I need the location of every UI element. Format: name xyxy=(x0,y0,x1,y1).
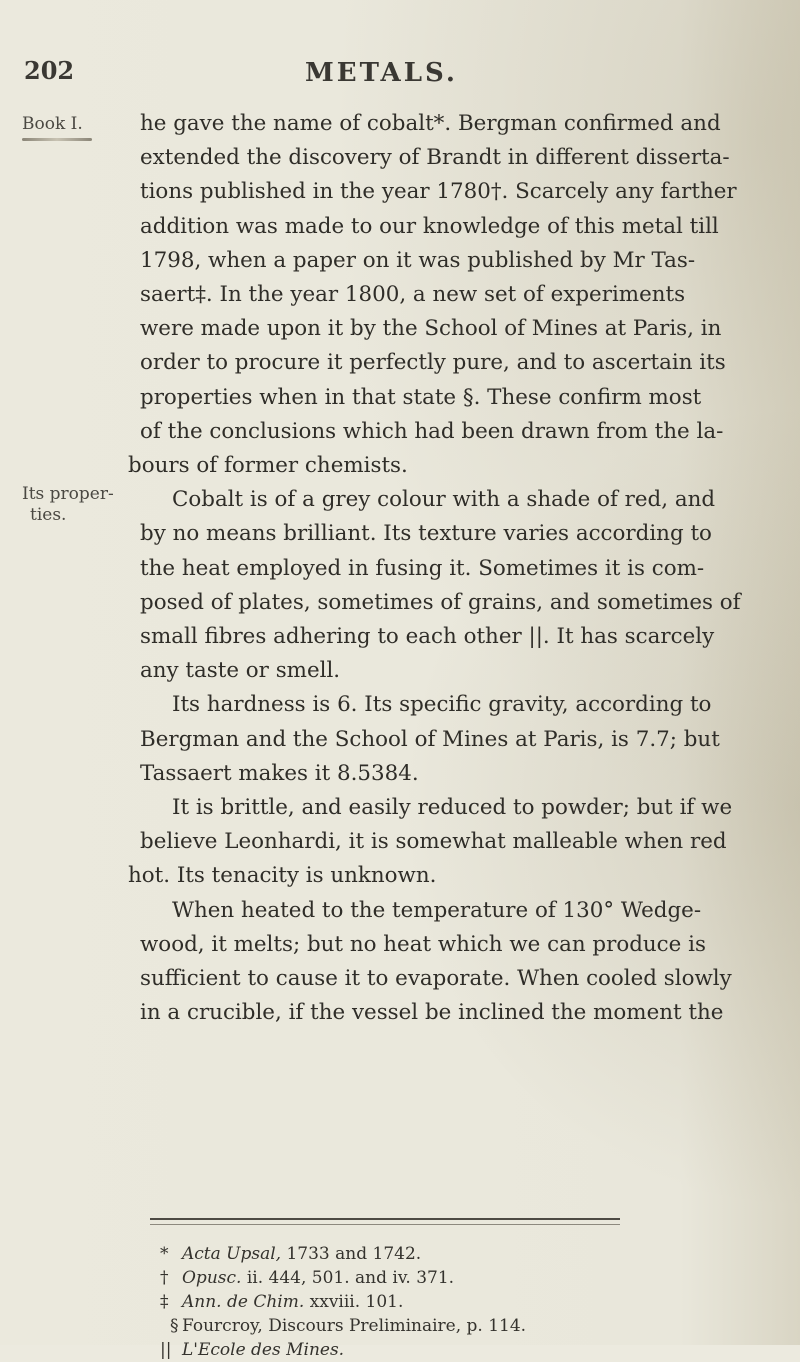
margin-book-label: Book I. xyxy=(22,114,83,134)
footnote-source: Acta Upsal, xyxy=(182,1244,282,1264)
body-line: Bergman and the School of Mines at Paris, is 7.7; but xyxy=(140,726,720,752)
body-line: Cobalt is of a grey colour with a shade of red, and xyxy=(172,487,716,513)
margin-book-rule xyxy=(22,138,92,141)
footnote xyxy=(160,1314,526,1338)
footnote xyxy=(160,1266,526,1290)
body-line: of the conclusions which had been drawn from the la- xyxy=(140,418,724,444)
body-line: he gave the name of cobalt*. Bergman confirmed and xyxy=(140,111,721,136)
footnote-mark: || xyxy=(160,1340,172,1360)
body-line: tions published in the year 1780†. Scarcely any farther xyxy=(140,179,737,205)
footnote-source: Ann. de Chim. xyxy=(182,1292,305,1312)
body-line: hot. Its tenacity is unknown. xyxy=(128,863,437,889)
running-head: METALS. xyxy=(305,58,458,88)
body-line: bours of former chemists. xyxy=(128,453,408,479)
body-line: posed of plates, sometimes of grains, and sometimes of xyxy=(140,589,741,615)
margin-note-book xyxy=(22,114,92,141)
body-line: order to procure it perfectly pure, and to ascertain its xyxy=(140,350,726,376)
body-line: Tassaert makes it 8.5384. xyxy=(140,760,419,786)
footnote-mark: § xyxy=(170,1316,179,1336)
footnote xyxy=(160,1338,526,1362)
body-line: wood, it melts; but no heat which we can produce is xyxy=(140,931,706,957)
body-line: any taste or smell. xyxy=(140,658,341,684)
footnote-mark: ‡ xyxy=(160,1292,169,1312)
margin-properties-line-1: Its proper- xyxy=(22,484,114,504)
page-header xyxy=(24,56,760,96)
body-line: It is brittle, and easily reduced to powder; but if we xyxy=(172,795,733,821)
body-line: believe Leonhardi, it is somewhat malleable when red xyxy=(140,829,727,855)
footnote-mark: † xyxy=(160,1268,169,1288)
footnote xyxy=(160,1242,526,1266)
body-line: Its hardness is 6. Its specific gravity, according to xyxy=(172,692,712,718)
body-line: extended the discovery of Brandt in different disserta- xyxy=(140,145,730,171)
footnote xyxy=(160,1290,526,1314)
body-line: were made upon it by the School of Mines at Paris, in xyxy=(140,316,722,342)
footnotes xyxy=(160,1242,526,1362)
body-text xyxy=(128,107,780,1030)
footnote-source: L'Ecole des Mines. xyxy=(182,1340,345,1360)
body-line: in a crucible, if the vessel be inclined the moment the xyxy=(140,1000,724,1026)
body-line: sufficient to cause it to evaporate. When cooled slowly xyxy=(140,966,732,992)
margin-properties-line-2: ties. xyxy=(30,505,67,525)
footnote-text: 1733 and 1742. xyxy=(281,1244,422,1264)
footnote-divider xyxy=(150,1218,620,1220)
footnote-text: ii. 444, 501. and iv. 371. xyxy=(241,1268,455,1288)
footnote-mark: * xyxy=(160,1244,169,1264)
body-line: by no means brilliant. Its texture varies according to xyxy=(140,521,712,547)
body-line: properties when in that state §. These confirm most xyxy=(140,384,702,410)
footnote-text: Fourcroy, Discours Preliminaire, p. 114. xyxy=(182,1316,527,1336)
body-line: When heated to the temperature of 130° Wedge- xyxy=(172,897,702,923)
footnote-text: xxviii. 101. xyxy=(304,1292,404,1312)
footnote-divider-thin xyxy=(150,1224,620,1225)
body-line: addition was made to our knowledge of this metal till xyxy=(140,213,719,239)
body-line: small fibres adhering to each other ||. It has scarcely xyxy=(140,624,715,650)
page-number: 202 xyxy=(24,56,75,85)
margin-note-properties xyxy=(22,484,114,526)
body-line: the heat employed in fusing it. Sometimes it is com- xyxy=(140,555,705,581)
footnote-source: Opusc. xyxy=(182,1268,242,1288)
body-line: saert‡. In the year 1800, a new set of experiments xyxy=(140,282,686,308)
body-line: 1798, when a paper on it was published by Mr Tas- xyxy=(140,247,696,273)
